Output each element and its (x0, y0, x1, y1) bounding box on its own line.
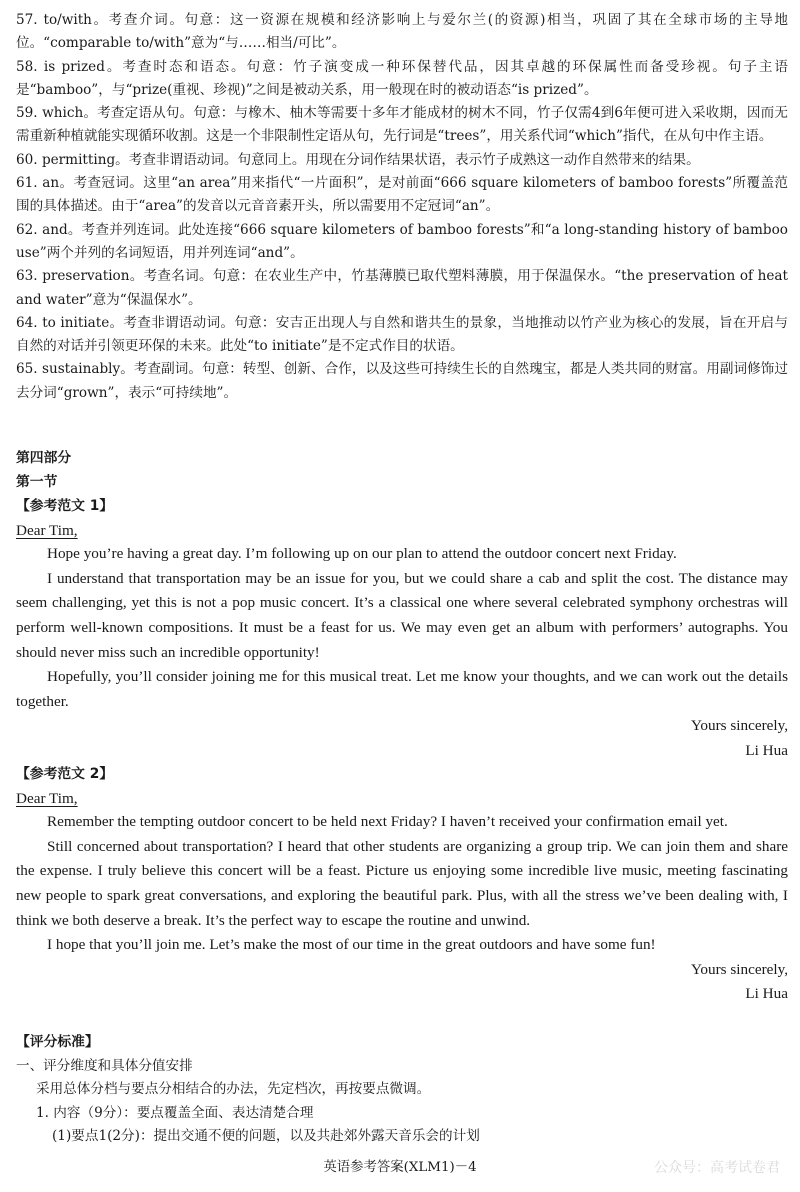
answer-58: 58. is prized。考查时态和语态。句意：竹子演变成一种环保替代品，因其卓越的环保属性而备受珍视。句子主语是“bamboo”，与“prize(重视、珍视)”之间是被动关系，用一般现在时的被动语态“is prized”。 (16, 58, 788, 98)
answer-60: 60. permitting。考查非谓语动词。句意同上。用现在分词作结果状语，表示竹子成熟这一动作自然带来的结果。 (16, 151, 700, 168)
criteria-method: 采用总体分档与要点分相结合的办法，先定档次，再按要点微调。 (36, 1081, 431, 1097)
essay-1-paragraph-2: I understand that transportation may be an issue for you, but we could share a cab and split the cost. The distance may seem challenging, yet this is not a pop music concert. It’s a classical one where several celebrated symphony orchestras will perform well-known compositions. It must be a feast for us. We may even get an album with performers’ autographs. You should never miss such an incredible opportunity! (16, 569, 788, 661)
criteria-point-1: (1)要点1(2分)：提出交通不便的问题，以及共赴郊外露天音乐会的计划 (52, 1128, 480, 1144)
essay-2-greeting: Dear Tim, (16, 789, 78, 807)
answer-61: 61. an。考查冠词。这里“an area”用来指代“一片面积”，是对前面“666 square kilometers of bamboo forests”所覆盖范围的具体描述。由于“area”的发音以元音音素开头，所以需要用不定冠词“an”。 (16, 175, 788, 215)
answer-explanations (16, 9, 788, 405)
criteria-heading: 【评分标准】 (16, 1034, 99, 1050)
essay-1-paragraph-1: Hope you’re having a great day. I’m following up on our plan to attend the outdoor concert next Friday. (47, 545, 677, 563)
essay-2-closing: Yours sincerely, (690, 960, 788, 978)
criteria-dimension: 一、评分维度和具体分值安排 (16, 1057, 193, 1074)
answer-65: 65. sustainably。考查副词。句意：转型、创新、合作，以及这些可持续生长的自然瑰宝，都是人类共同的财富。用副词修饰过去分词“grown”，表示“可持续地”。 (16, 361, 788, 401)
essay-2-signature: Li Hua (745, 985, 788, 1003)
essay-1-greeting: Dear Tim, (16, 521, 78, 539)
essay-2-heading: 【参考范文 2】 (16, 766, 114, 782)
answer-59: 59. which。考查定语从句。句意：与橡木、柚木等需要十多年才能成材的树木不同，竹子仅需4到6年便可进入采收期，因而无需重新种植就能实现循环收割。这是一个非限制性定语从句，先行词是“trees”，用关系代词“which”指代，在从句中作主语。 (16, 105, 788, 145)
section-heading: 第一节 (16, 473, 58, 490)
sample-essay-1 (16, 495, 788, 763)
part-heading: 第四部分 (16, 450, 72, 466)
scoring-criteria (16, 1031, 788, 1149)
essay-1-heading: 【参考范文 1】 (16, 498, 114, 514)
essay-2-paragraph-3: I hope that you’ll join me. Let’s make the most of our time in the great outdoors and have some fun! (47, 936, 656, 954)
page-footer: 英语参考答案(XLM1)－4 (323, 1160, 477, 1175)
answer-64: 64. to initiate。考查非谓语动词。句意：安吉正出现人与自然和谐共生的景象，当地推动以竹产业为核心的发展，旨在开启与自然的对话并引领更环保的未来。此处“to initiate”是不定式作目的状语。 (16, 314, 788, 355)
essay-1-closing: Yours sincerely, (690, 717, 788, 735)
answer-57: 57. to/with。考查介词。句意：这一资源在规模和经济影响上与爱尔兰(的资源)相当，巩固了其在全球市场的主导地位。“comparable to/with”意为“与……相当/可比”。 (16, 12, 788, 52)
answer-63: 63. preservation。考查名词。句意：在农业生产中，竹基薄膜已取代塑料薄膜，用于保温保水。“the preservation of heat and water”意为“保温保水”。 (16, 268, 788, 308)
sample-essay-2 (16, 763, 788, 1007)
criteria-content: 1. 内容（9分）：要点覆盖全面、表达清楚合理 (36, 1104, 314, 1121)
essay-2-paragraph-1: Remember the tempting outdoor concert to be held next Friday? I haven’t received your confirmation email yet. (47, 813, 728, 831)
essay-1-paragraph-3: Hopefully, you’ll consider joining me for this musical treat. Let me know your thoughts, and we can work out the details together. (16, 668, 788, 710)
essay-2-paragraph-2: Still concerned about transportation? I heard that other students are organizing a group trip. We can join them and share the expense. I truly believe this concert will be a feast. Picture us enjoying some incredible live music, meeting fascinating new people to spark great conversations, and exploring the beautiful park. Plus, with all the stress we’ve been dealing with, I think we both deserve a break. It’s the perfect way to escape the routine and unwind. (16, 837, 788, 929)
watermark: 公众号：高考试卷君 (654, 1160, 780, 1176)
essay-1-signature: Li Hua (745, 741, 788, 759)
part-four-block (16, 447, 788, 494)
answer-62: 62. and。考查并列连词。此处连接“666 square kilometers of bamboo forests”和“a long-standing history of bamboo use”两个并列的名词短语，用并列连词“and”。 (16, 221, 788, 261)
